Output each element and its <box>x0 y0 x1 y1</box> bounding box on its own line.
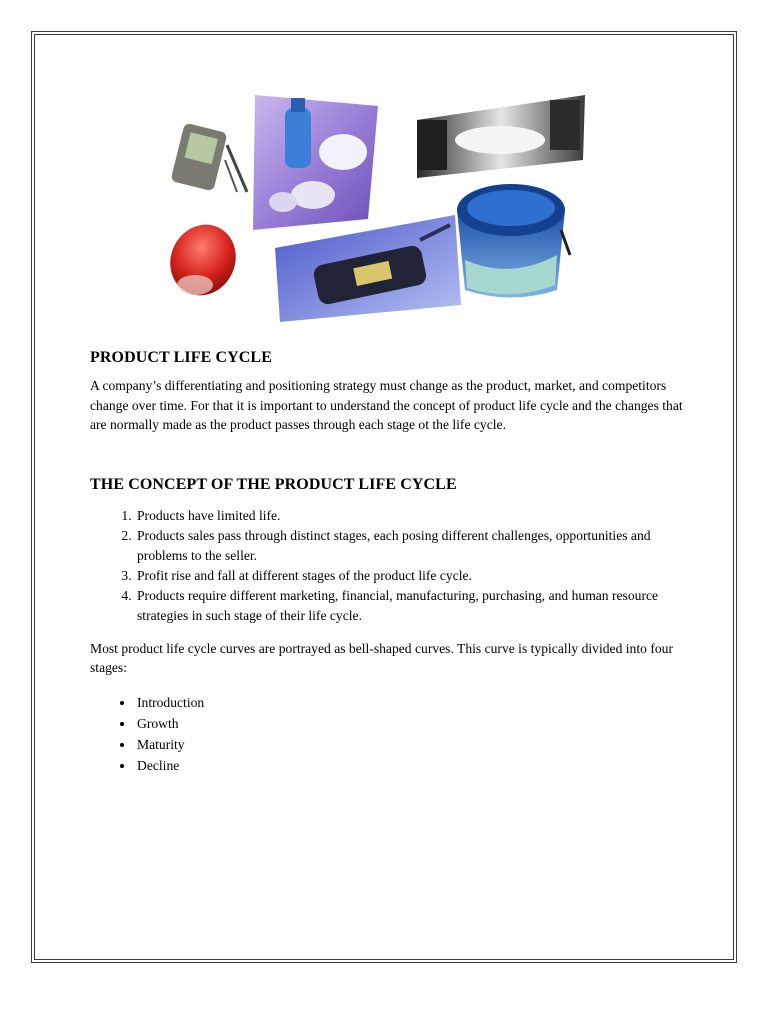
list-item: • Growth <box>135 713 690 734</box>
list-item: • Maturity <box>135 734 690 755</box>
intro-paragraph: A company’s differentiating and positioning strategy must change as the product, market, and competitors change over time. For that it is important to understand the concept of product life cycle and the changes that are normally made as the product passes through each stage ot the life cycle. <box>90 378 683 433</box>
stages-bullet-list <box>90 692 690 776</box>
handshake-image <box>417 95 585 178</box>
list-item: 4. Products require different marketing, financial, manufacturing, purchasing, and human resource strategies in such stage of their life cycle. <box>135 586 690 626</box>
bucket-image <box>457 184 570 298</box>
list-item: • Introduction <box>135 692 690 713</box>
product-collage <box>165 90 595 325</box>
section-heading-product-life-cycle: PRODUCT LIFE CYCLE <box>90 349 272 366</box>
list-item: 3. Profit rise and fall at different stages of the product life cycle. <box>135 566 690 586</box>
section-heading-concept: THE CONCEPT OF THE PRODUCT LIFE CYCLE <box>90 475 457 493</box>
lipstick-image <box>165 214 247 306</box>
list-item: 2. Products sales pass through distinct stages, each posing different challenges, opportunities and problems to the seller. <box>135 526 690 566</box>
toiletries-image <box>253 95 378 230</box>
page-content <box>90 346 690 776</box>
list-item: 1. Products have limited life. <box>135 506 690 526</box>
concept-numbered-list <box>90 506 690 626</box>
mobile-phone-image <box>275 215 461 322</box>
list-item: • Decline <box>135 755 690 776</box>
bell-curve-paragraph: Most product life cycle curves are portrayed as bell-shaped curves. This curve is typically divided into four stages: <box>90 640 673 676</box>
pda-device-image <box>170 123 247 192</box>
